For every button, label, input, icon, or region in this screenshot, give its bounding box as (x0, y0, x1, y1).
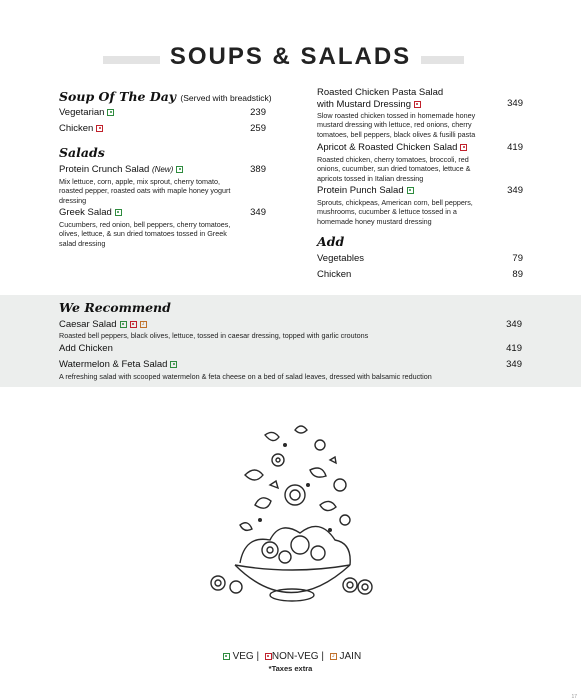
new-tag: (New) (151, 165, 174, 174)
right-desc-protein-punch: Sprouts, chickpeas, American corn, bell peppers, mushrooms, cucumber & lettuce tossed in a homemade honey mustard dressing (317, 198, 473, 226)
taxes-note: *Taxes extra (268, 664, 313, 673)
recommend-desc-watermelon: A refreshing salad with scooped watermelon & feta cheese on a bed of salad leaves, dressed with balsamic reduction (59, 372, 432, 381)
diet-legend: VEG | NON-VEG | J JAIN (0, 651, 581, 662)
nonveg-icon (265, 653, 272, 660)
veg-icon (407, 187, 414, 194)
recommend-item-add-chicken: Add Chicken (59, 343, 113, 354)
page-number: 17 (571, 694, 577, 700)
salad-desc-protein-crunch: Mix lettuce, corn, apple, mix sprout, cherry tomato, roasted pepper, roasted oats with maple honey yogurt dressing (59, 177, 231, 205)
right-price-pasta-salad: 349 (507, 98, 523, 109)
salad-price-greek: 349 (250, 207, 266, 218)
right-item-apricot: Apricot & Roasted Chicken Salad (317, 142, 467, 153)
veg-icon (107, 109, 114, 116)
right-desc-apricot: Roasted chicken, cherry tomatoes, broccoli, red onions, cucumber, sun dried tomatoes, lettuce & apricots tossed in Italian dressing (317, 155, 471, 183)
right-item-pasta-salad: Roasted Chicken Pasta Salad with Mustard Dressing (317, 87, 444, 110)
veg-icon (120, 321, 127, 328)
nonveg-icon (460, 144, 467, 151)
recommend-item-watermelon: Watermelon & Feta Salad (59, 359, 177, 370)
nonveg-icon (130, 321, 137, 328)
soup-price-chicken: 259 (250, 123, 266, 134)
jain-icon: J (140, 321, 147, 328)
nonveg-icon (96, 125, 103, 132)
veg-icon (115, 209, 122, 216)
right-price-apricot: 419 (507, 142, 523, 153)
right-item-protein-punch: Protein Punch Salad (317, 185, 414, 196)
salad-price-protein-crunch: 389 (250, 164, 266, 175)
recommend-item-caesar: Caesar Salad J (59, 319, 147, 330)
soup-price-vegetarian: 239 (250, 107, 266, 118)
soup-note: (Served with breadstick) (180, 93, 272, 103)
add-item-vegetables: Vegetables (317, 253, 365, 264)
recommend-price-caesar: 349 (506, 319, 522, 330)
soup-heading: Soup Of The Day (Served with breadstick) (59, 89, 272, 104)
veg-icon (170, 361, 177, 368)
jain-icon: J (330, 653, 337, 660)
add-item-chicken: Chicken (317, 269, 352, 280)
salads-heading: Salads (59, 145, 105, 160)
add-price-vegetables: 79 (512, 253, 523, 264)
recommend-price-add-chicken: 419 (506, 343, 522, 354)
salad-item-protein-crunch: Protein Crunch Salad (New) (59, 164, 183, 175)
veg-icon (176, 166, 183, 173)
veg-icon (223, 653, 230, 660)
nonveg-icon (414, 101, 421, 108)
salad-desc-greek: Cucumbers, red onion, bell peppers, cherry tomatoes, olives, lettuce, & sun dried tomatoes tossed in Greek salad dressing (59, 220, 231, 248)
right-price-protein-punch: 349 (507, 185, 523, 196)
recommend-heading: We Recommend (59, 300, 171, 315)
recommend-price-watermelon: 349 (506, 359, 522, 370)
add-heading: Add (317, 234, 345, 249)
right-desc-pasta-salad: Slow roasted chicken tossed in homemade honey mustard dressing with lettuce, red onions, cherry tomatoes, bell peppers, black olives & fusilli pasta (317, 111, 476, 139)
recommend-desc-caesar: Roasted bell peppers, black olives, lettuce, tossed in caesar dressing, topped with garlic croutons (59, 331, 369, 340)
salad-item-greek: Greek Salad (59, 207, 122, 218)
salad-bowl-illustration (200, 415, 380, 615)
soup-item-chicken: Chicken (59, 123, 103, 134)
soup-item-vegetarian: Vegetarian (59, 107, 114, 118)
page-title: SOUPS & SALADS (0, 43, 581, 71)
add-price-chicken: 89 (512, 269, 523, 280)
